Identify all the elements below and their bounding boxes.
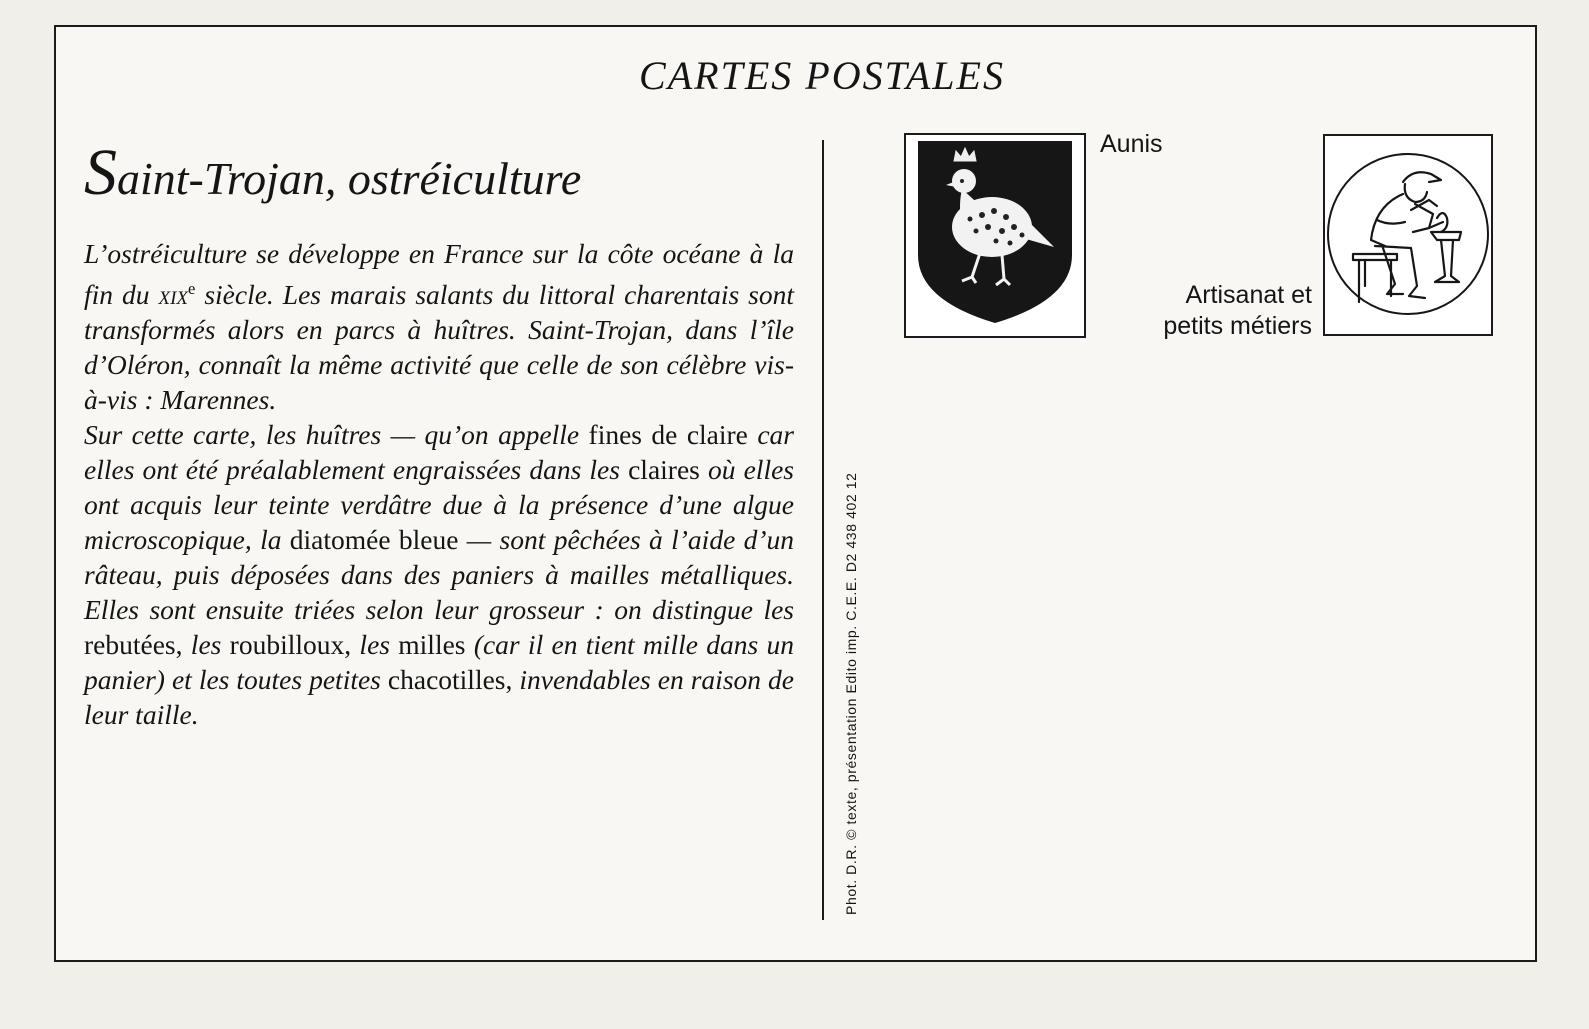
title-rest: aint-Trojan, ostréiculture [117,153,582,204]
text-run: — sont pêchées à l’aide d’un râteau, puis déposées dans des paniers à mailles métalliques. Elles sont ensuite triées selon leur grosseur : on distingue les [84,524,794,626]
craft-label-line2: petits métiers [1163,312,1312,340]
text-run: siècle. Les marais salants du littoral charentais sont transformés alors en parcs à huîtres. Saint-Trojan, dans l’île d’Oléron, connaît la même activité que celle de son célèbre vis-à-vis : Marennes. [84,279,794,416]
text-run: e [188,279,196,298]
vertical-divider [822,140,824,920]
craftsman-at-workbench-icon [1325,136,1491,334]
header-title: CARTES POSTALES [639,53,1005,98]
paragraph-oysters [84,417,794,732]
text-run: où elles ont acquis leur teinte verdâtre due à la présence d’une algue microscopique, la [84,454,794,556]
description-text [84,236,794,732]
text-run: claires [628,454,700,486]
region-label: Aunis [1100,130,1163,158]
photo-credit: Phot. D.R. © texte, présentation Edito imp. C.E.E. D2 438 402 12 [843,472,859,915]
crowned-partridge-shield-icon [906,135,1084,336]
text-run: car elles ont été préalablement engraissées dans les [84,419,795,486]
craft-label-line1: Artisanat et [1185,281,1312,309]
craft-label [1092,280,1312,342]
text-run: roubilloux, [229,629,352,661]
text-run: chacotilles, [387,664,513,696]
title-initial: S [84,136,117,209]
text-run: les [351,629,399,661]
region-shield [904,133,1086,338]
text-run: les [182,629,230,661]
text-run: (car il en tient mille dans un panier) et les toutes petites [84,629,794,696]
text-run: Sur cette carte, les huîtres — qu’on appelle [84,419,589,451]
text-run: xix [158,279,189,311]
text-run: rebutées, [84,629,183,661]
paragraph-history [84,236,794,417]
text-run: invendables en raison de leur taille. [84,664,794,731]
text-run: milles [398,629,466,661]
craft-emblem [1323,134,1493,336]
text-run: diatomée bleue [289,524,459,556]
text-run: L’ostréiculture se développe en France sur la côte océane à la fin du [84,238,794,311]
card-title [84,135,581,211]
text-run: fines de claire [588,419,748,451]
